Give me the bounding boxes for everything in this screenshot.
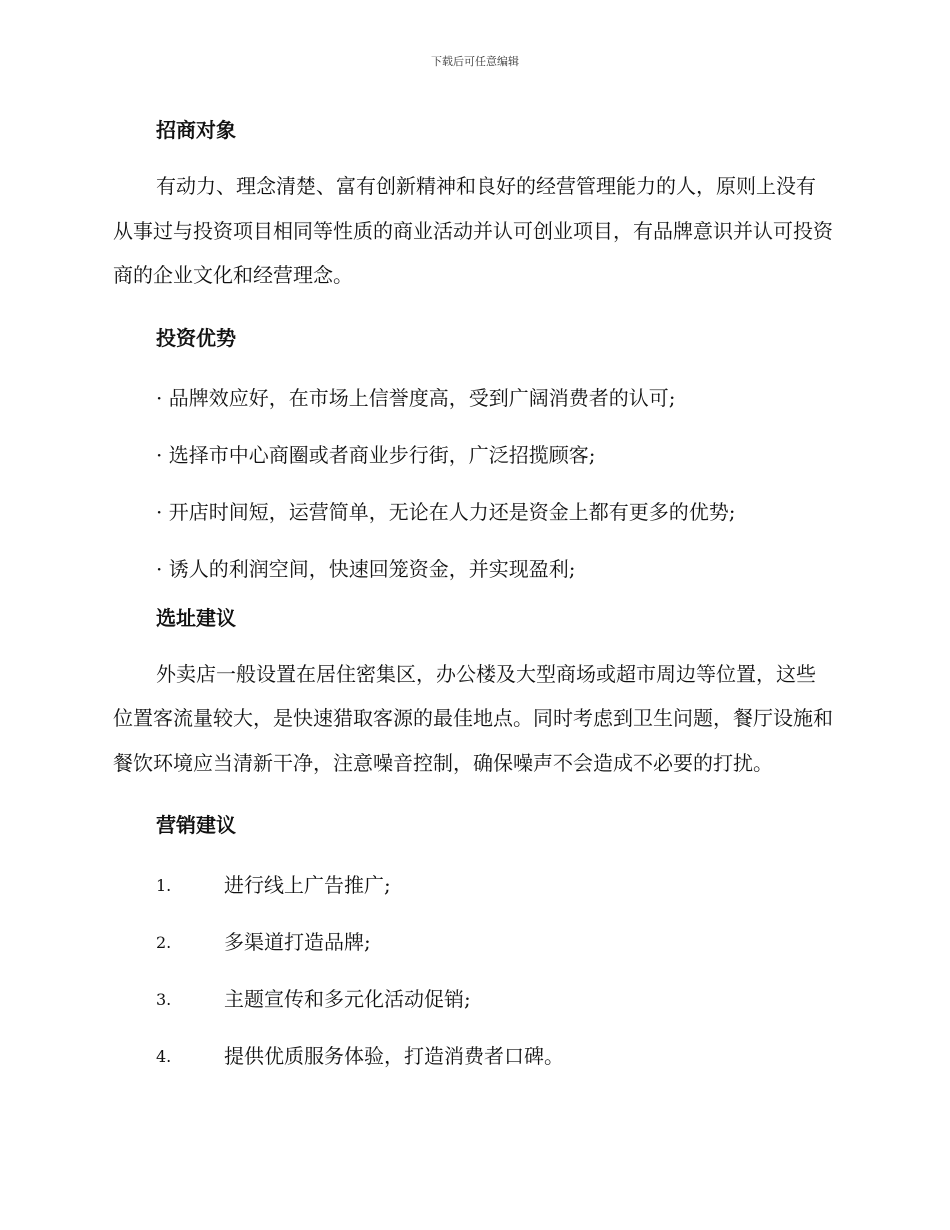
advantage-item: · 品牌效应好，在市场上信誉度高，受到广阔消费者的认可;: [156, 385, 676, 410]
marketing-item-text: 多渠道打造品牌;: [224, 930, 371, 954]
marketing-item: [113, 971, 833, 1028]
section-heading-marketing: 营销建议: [156, 813, 236, 837]
marketing-item: [113, 1028, 833, 1085]
marketing-item: [113, 914, 833, 971]
advantage-item: · 开店时间短，运营简单，无论在人力还是资金上都有更多的优势;: [156, 499, 736, 524]
section-heading-site-selection: 选址建议: [156, 605, 236, 630]
site-selection-paragraph: 外卖店一般设置在居住密集区，办公楼及大型商场或超市周边等位置，这些位置客流量较大，是快速猎取客源的最佳地点。同时考虑到卫生问题，餐厅设施和餐饮环境应当清新干净，注意噪音控制，确保噪声不会造成不必要的打扰。: [113, 661, 833, 775]
investment-target-paragraph: 有动力、理念清楚、富有创新精神和良好的经营管理能力的人，原则上没有从事过与投资项目相同等性质的商业活动并认可创业项目，有品牌意识并认可投资商的企业文化和经营理念。: [113, 174, 833, 287]
marketing-item-text: 主题宣传和多元化活动促销;: [224, 987, 471, 1011]
section-heading-investment-target: 招商对象: [156, 118, 236, 142]
marketing-item-number: 1.: [156, 876, 172, 895]
marketing-item-number: 3.: [156, 990, 172, 1009]
marketing-item-text: 进行线上广告推广;: [224, 873, 391, 897]
section-heading-investment-advantages: 投资优势: [156, 325, 236, 350]
marketing-item-text: 提供优质服务体验，打造消费者口碑。: [224, 1044, 564, 1068]
page-header: 下载后可任意编辑: [431, 55, 519, 68]
advantage-item: · 诱人的利润空间，快速回笼资金，并实现盈利;: [156, 556, 576, 581]
document-body: [113, 110, 833, 1085]
marketing-item-number: 4.: [156, 1047, 172, 1066]
marketing-item-number: 2.: [156, 933, 172, 952]
advantage-item: · 选择市中心商圈或者商业步行街，广泛招揽顾客;: [156, 442, 596, 467]
marketing-item: [113, 857, 833, 914]
